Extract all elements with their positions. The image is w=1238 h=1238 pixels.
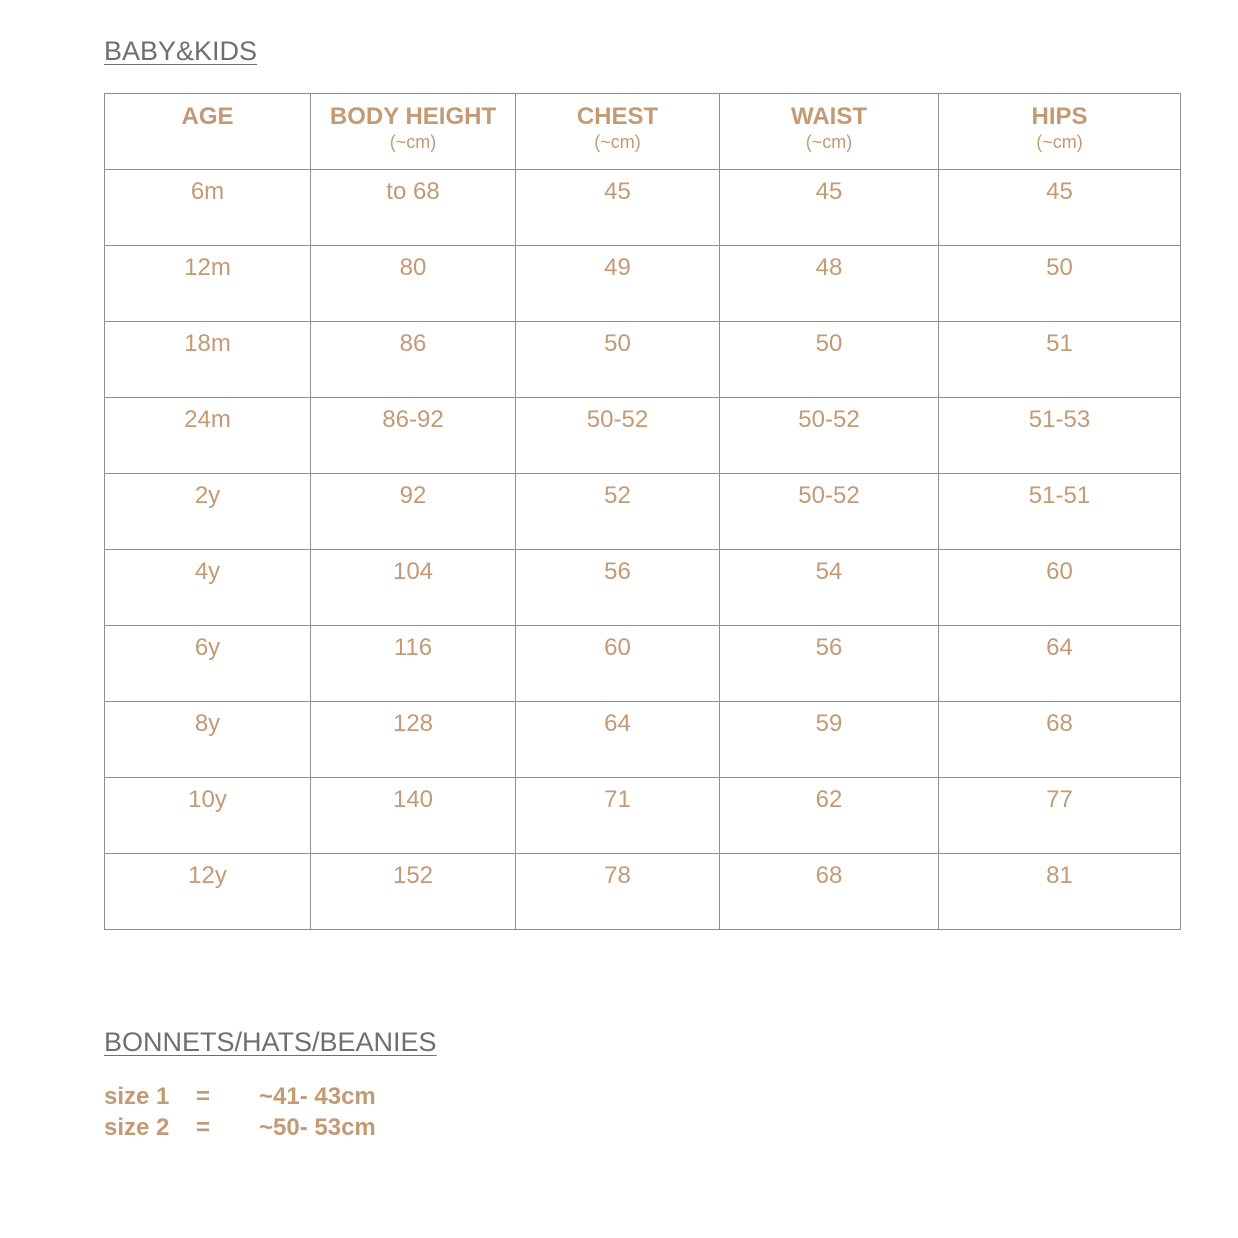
cell-body-height: 128 [311,702,516,778]
cell-body-height: to 68 [311,170,516,246]
cell-body-height: 104 [311,550,516,626]
column-header-unit: (~cm) [805,132,853,152]
table-header-row [105,94,1181,170]
cell-hips: 50 [939,246,1181,322]
hat-size-value: ~41- 43cm [259,1083,376,1110]
column-header-chest [516,94,720,170]
column-header-waist [720,94,939,170]
cell-hips: 45 [939,170,1181,246]
column-header-unit: (~cm) [1036,132,1083,152]
cell-chest: 64 [516,702,720,778]
table-row [105,854,1181,930]
cell-hips: 64 [939,626,1181,702]
cell-waist: 50-52 [720,474,939,550]
cell-age: 10y [105,778,311,854]
hats-title: BONNETS/HATS/BEANIES [104,1027,437,1057]
cell-chest: 50 [516,322,720,398]
column-header-label: AGE [181,103,234,130]
cell-body-height: 116 [311,626,516,702]
cell-hips: 60 [939,550,1181,626]
cell-waist: 62 [720,778,939,854]
table-row [105,322,1181,398]
column-header-label: WAIST [791,103,867,130]
baby-kids-title: BABY&KIDS [104,36,258,66]
cell-body-height: 86-92 [311,398,516,474]
column-header-label: CHEST [576,103,659,130]
cell-body-height: 86 [311,322,516,398]
table-row [105,474,1181,550]
cell-age: 8y [105,702,311,778]
cell-waist: 59 [720,702,939,778]
cell-chest: 78 [516,854,720,930]
column-header-body-height [311,94,516,170]
cell-age: 12y [105,854,311,930]
cell-chest: 60 [516,626,720,702]
cell-body-height: 92 [311,474,516,550]
hat-size-label: size 1 [104,1083,170,1110]
column-header-label: HIPS [1031,103,1088,130]
cell-hips: 77 [939,778,1181,854]
column-header-unit: (~cm) [594,132,641,152]
cell-age: 18m [105,322,311,398]
hat-size-value: ~50- 53cm [259,1114,376,1141]
cell-waist: 48 [720,246,939,322]
cell-hips: 51-51 [939,474,1181,550]
cell-chest: 45 [516,170,720,246]
cell-hips: 68 [939,702,1181,778]
hat-size-label: size 2 [104,1114,170,1141]
table-row [105,702,1181,778]
cell-body-height: 140 [311,778,516,854]
cell-waist: 50-52 [720,398,939,474]
cell-chest: 56 [516,550,720,626]
cell-chest: 71 [516,778,720,854]
cell-age: 4y [105,550,311,626]
column-header-age [105,94,311,170]
column-header-label: BODY HEIGHT [329,103,497,130]
cell-age: 24m [105,398,311,474]
column-header-unit: (~cm) [389,132,437,152]
cell-waist: 50 [720,322,939,398]
table-row [105,550,1181,626]
cell-hips: 81 [939,854,1181,930]
cell-hips: 51-53 [939,398,1181,474]
cell-waist: 45 [720,170,939,246]
column-header-hips [939,94,1181,170]
cell-chest: 50-52 [516,398,720,474]
cell-waist: 56 [720,626,939,702]
equals-sign: = [196,1114,211,1141]
cell-body-height: 80 [311,246,516,322]
table-row [105,398,1181,474]
cell-waist: 68 [720,854,939,930]
table-row [105,246,1181,322]
table-row [105,626,1181,702]
baby-kids-size-table [104,93,1181,930]
equals-sign: = [196,1083,211,1110]
cell-chest: 52 [516,474,720,550]
cell-age: 12m [105,246,311,322]
cell-age: 6m [105,170,311,246]
cell-age: 2y [105,474,311,550]
cell-chest: 49 [516,246,720,322]
cell-waist: 54 [720,550,939,626]
cell-age: 6y [105,626,311,702]
cell-hips: 51 [939,322,1181,398]
cell-body-height: 152 [311,854,516,930]
table-row [105,170,1181,246]
table-row [105,778,1181,854]
